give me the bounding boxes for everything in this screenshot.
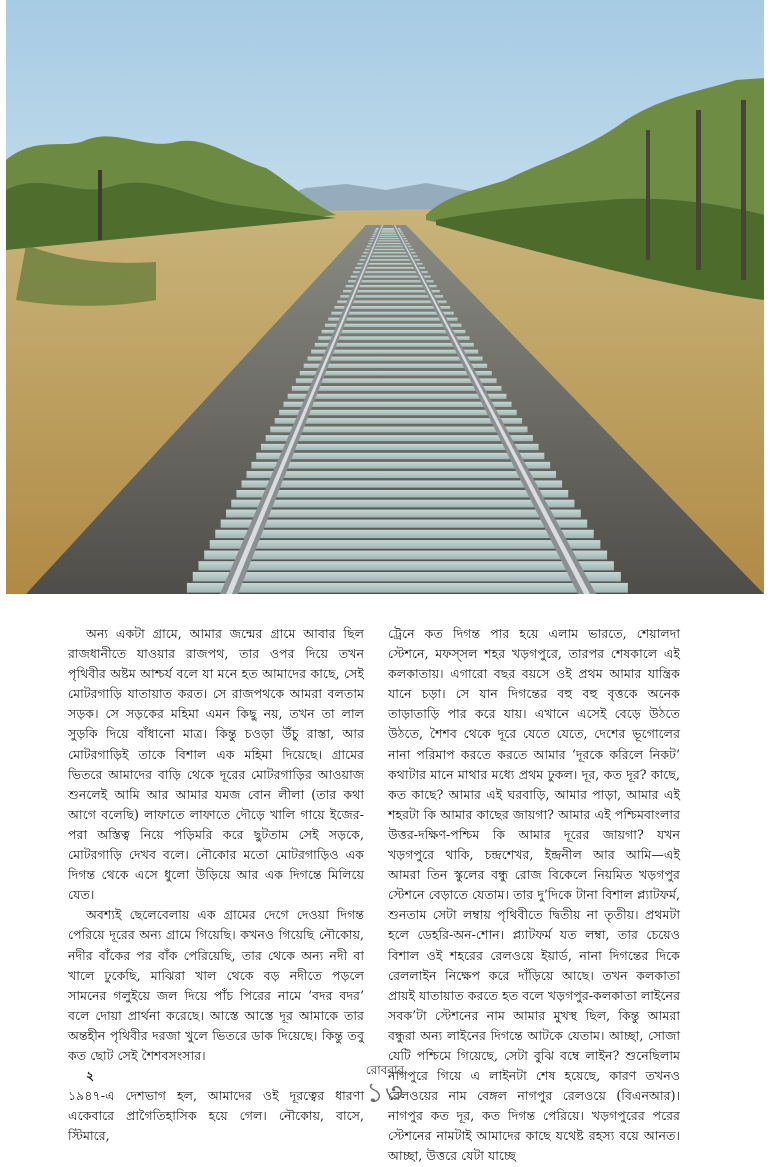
- track-sleeper: [279, 410, 517, 415]
- track-sleeper: [300, 371, 492, 376]
- paragraph: অন্য একটা গ্রামে, আমার জন্মের গ্রামে আবার ছিল রাজধানীতে যাওয়ার রাজপথ, তার ওপর দিয়ে তখন পৃথিবীর অষ্টম আশ্চর্য বলে যা মনে হত আমাদের কাছে, সেই মোটরগাড়ি যাতায়াত করত। সে রাজপথকে আমরা বলতাম সড়ক। সে সড়কের মহিমা এমন কিছু নয়, তখন তা লাল সুড়কি দিয়ে বাঁধানো মাত্র। কিন্তু চওড়া উঁচু রাস্তা, আর মোটরগাড়িই তাকে বিশাল এক মহিমা দিয়েছে। গ্রামের ভিতরে আমাদের বাড়ি থেকে দূরের মোটরগাড়ির আওয়াজ শুনলেই আমি আর আমার যমজ বোন লীলা (তার কথা আগে বলেছি) লাফাতে লাফাতে দৌড়ে খালি গায়ে ইজের-পরা অস্তিত্ব নিয়ে পড়িমরি করে ছুটতাম সেই সড়কে, মোটরগাড়ি দেখব বলে। নৌকোর মতো মোটরগাড়িও এক দিগন্ত থেকে এসে ধুলো উড়িয়ে আর এক দিগন্তে মিলিয়ে যেত।: [68, 626, 364, 903]
- page-number: ১৩: [365, 1076, 405, 1109]
- track-sleeper: [334, 306, 450, 309]
- track-sleeper: [307, 357, 482, 361]
- track-sleeper: [288, 394, 507, 399]
- track-sleeper: [325, 324, 461, 327]
- paragraph: অবশ্যই ছেলেবেলায় এক গ্রামের দেগে দেওয়া দিগন্ত পেরিয়ে দূরের অন্য গ্রামে গিয়েছি। কখনও গিয়েছি নৌকোয়, নদীর বাঁকের পর বাঁক পেরিয়েছি, তার থেকে অন্য নদী বা খালে ঢুকেছি, মাঝিরা খাল থেকে বড় নদীতে পড়লে সামনের গলুইয়ে জল দিয়ে পাঁচ পিরের নামে ‘বদর বদর’ বলে দোয়া প্রার্থনা করেছে। আস্তে আস্তে দূর আমাকে তার অন্তহীন পৃথিবীর দরজা খুলে ভিতরে ডাক দিয়েছে। কিন্তু তবু কত ছোট সেই শৈশবসংসার।: [68, 907, 364, 1063]
- track-sleeper: [304, 364, 487, 368]
- paragraph: ১৯৪৭-এ দেশভাগ হল, আমাদের ওই দূরত্বের ধারণা একেবারে প্রাগৈতিহাসিক হয়ে গেল। নৌকোয়, বাসে, স্টিমারে,: [68, 1088, 364, 1144]
- track-sleeper: [215, 530, 594, 538]
- track-sleeper: [261, 444, 539, 450]
- track-sleeper: [204, 551, 607, 560]
- track-sleeper: [266, 435, 533, 441]
- track-sleeper: [226, 510, 581, 518]
- track-sleeper: [221, 520, 588, 528]
- track-sleeper: [292, 386, 502, 391]
- track-sleeper: [193, 572, 621, 581]
- track-sleeper: [187, 583, 628, 593]
- paragraph: ট্রেনে কত দিগন্ত পার হয়ে এলাম ভারতে, শেয়ালদা স্টেশনে, মফস্‌সল শহর খড়গপুরে, তারপর শেষকালে এই কলকাতায়। এগারো বছর বয়সে ওই প্রথম আমার যান্ত্রিক যানে চড়া। সে যান দিগন্তের বহু বহু বৃত্তকে অনেক তাড়াতাড়ি পার করে যায়। এখানে এসেই বেড়ে উঠতে উঠতে, শৈশব থেকে দূরে যেতে যেতে, দেশের ভূগোলের নানা পরিমাপ করতে করতে আমার ‘দূরকে করিলে নিকট’ কথাটার মানে মাথার মধ্যে প্রথম ঢুকল। দূর, কত দূর? কাছে, কত কাছে? আমার এই ঘরবাড়ি, আমার পাড়া, আমার এই শহরটা কি আমার কাছের জায়গা? আমার এই পশ্চিমবাংলার উত্তর-দক্ষিণ-পশ্চিম কি আমার দূরের জায়গা? যখন খড়গপুরে থাকি, চন্দ্রশেখর, ইন্দ্রনীল আর আমি—এই আমরা তিন স্কুলের বন্ধু রোজ বিকেলে নিয়মিত খড়গপুর স্টেশনে বেড়াতে যেতাম। তার দু’দিকে টানা বিশাল প্ল্যাটফর্ম, শুনতাম সেটা লম্বায় পৃথিবীতে দ্বিতীয় না তৃতীয়। প্রথমটা হলে ডেহরি-অন-শোন। প্ল্যাটফর্ম যত লম্বা, তার চেয়েও বিশাল ওই শহরের রেলওয়ে ইয়ার্ড, নানা দিগন্তের দিকে রেললাইন নিক্ষেপ করে দাঁড়িয়ে আছে। তখন কলকাতা প্রায়ই যাতায়াত করতে হত বলে খড়গপুর-কলকাতা লাইনের সবক’টা স্টেশনের নাম আমার মুখস্থ ছিল, কিন্তু আমরা বন্ধুরা অন্য লাইনের দিগন্তে আটকে যেতাম। আচ্ছা, সোজা যেটি পশ্চিমে গিয়েছে, সেটা বুঝি বম্বে লাইন? শুনেছিলাম নাগপুরে গিয়ে এ লাইনটা শেষ হয়েছে, কারণ তখনও রেলওয়ের নাম বেঙ্গল নাগপুর রেলওয়ে (বিএনআর)। নাগপুর কত দূর, কত দিগন্ত পেরিয়ে। খড়গপুরের পরের স্টেশনের নামটাই আমাদের কাছে যথেষ্ট রহস্য বয়ে আনত। আচ্ছা, উত্তরে যেটা যাচ্ছে: [388, 626, 680, 1164]
- track-sleeper: [315, 343, 474, 347]
- track-sleeper: [270, 427, 527, 433]
- track-sleeper: [241, 480, 562, 487]
- track-sleeper: [210, 540, 601, 549]
- track-sleeper: [331, 312, 453, 315]
- track-sleeper: [231, 500, 574, 508]
- photo-illustration: [6, 0, 764, 594]
- railway-track-photo: [6, 0, 764, 594]
- track-sleeper: [311, 350, 478, 354]
- track-sleeper: [283, 402, 511, 407]
- section-number: ২: [86, 1068, 95, 1084]
- track-sleeper: [318, 336, 469, 340]
- track-sleeper: [296, 378, 497, 383]
- track-sleeper: [236, 490, 568, 497]
- magazine-name: রোববার: [365, 1063, 405, 1077]
- track-sleeper: [198, 561, 613, 570]
- track-sleeper: [275, 418, 522, 424]
- track-sleeper: [328, 318, 457, 321]
- track-sleeper: [322, 330, 466, 334]
- track-sleeper: [251, 462, 550, 469]
- track-sleeper: [246, 471, 556, 478]
- track-sleeper: [256, 453, 544, 460]
